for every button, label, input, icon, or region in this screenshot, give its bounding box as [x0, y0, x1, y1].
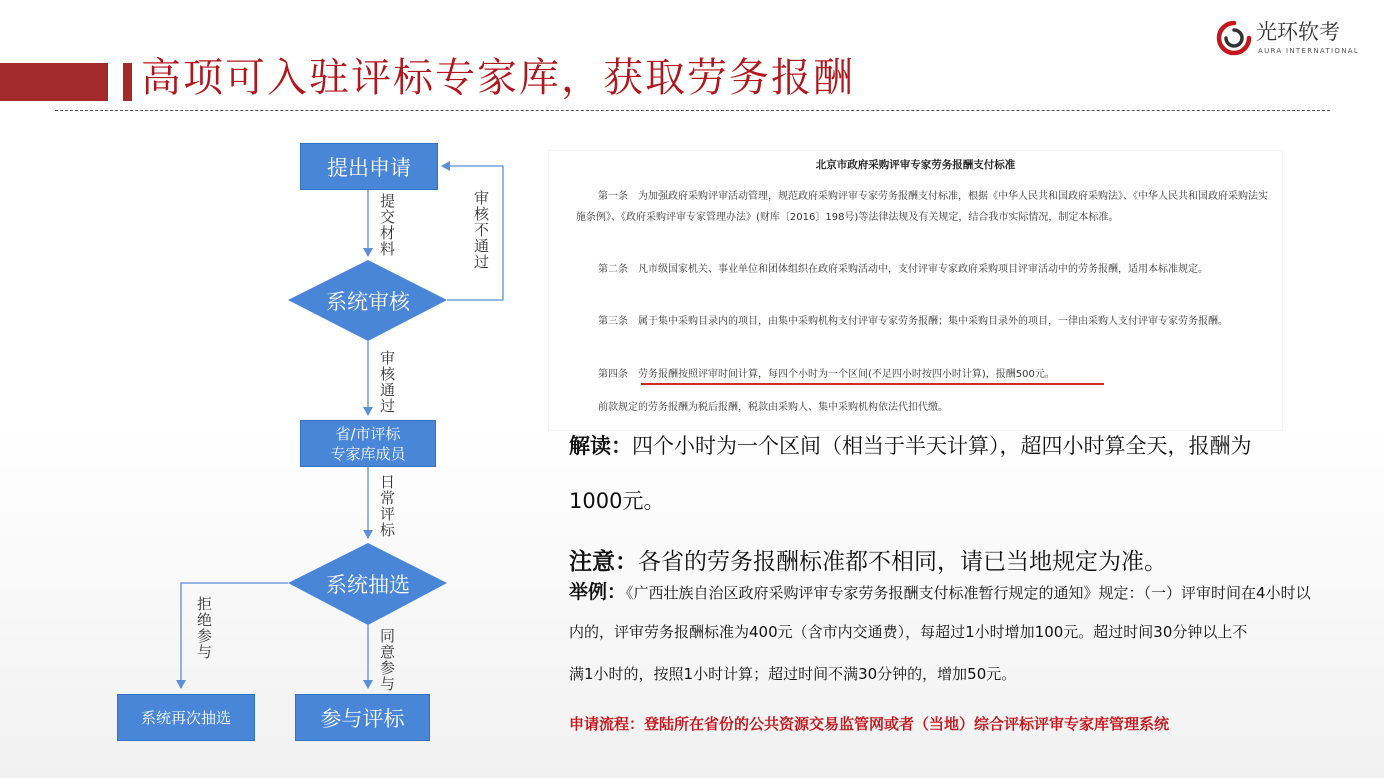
interpret-text: 四个小时为一个区间（相当于半天计算），超四小时算全天，报酬为 [632, 434, 1252, 458]
label-review-fail: 审核不通过 [472, 190, 490, 270]
doc-article-3: 第三条 属于集中采购目录内的项目，由集中采购机构支付评审专家劳务报酬；集中采购目录外的项目，一律由采购人支付评审专家劳务报酬。 [598, 316, 1228, 327]
example-line-3: 满1小时的，按照1小时计算；超过时间不满30分钟的，增加50元。 [569, 665, 1017, 683]
doc-article-4-highlight: 劳务报酬按照评审时间计算，每四个小时为一个区间(不足四小时按四小时计算)，报酬500元。 [638, 369, 1055, 380]
redraw-step: 系统再次抽选 [117, 694, 255, 741]
interpret-label: 解读： [569, 434, 632, 458]
doc-article-4 [576, 364, 1271, 385]
label-agree: 同意参与 [378, 628, 396, 692]
document-title: 北京市政府采购评审专家劳务报酬支付标准 [815, 159, 1016, 171]
doc-article-5: 前款规定的劳务报酬为税后报酬，税款由采购人、集中采购机构依法代扣代缴。 [598, 402, 948, 413]
aura-logo-icon [1216, 20, 1252, 56]
label-refuse: 拒绝参与 [195, 596, 213, 660]
doc-article-4-prefix: 第四条 [598, 369, 638, 380]
member-line-2: 专家库成员 [330, 444, 406, 463]
example-text-1: 《广西壮族自治区政府采购评审专家劳务报酬支付标准暂行规定的通知》规定：（一）评审时间在4小时以 [626, 584, 1311, 602]
interpret-line-2: 1000元。 [569, 489, 665, 513]
attention-label: 注意： [569, 549, 638, 575]
example-label: 举例： [569, 581, 627, 603]
submit-application-step: 提出申请 [300, 143, 438, 190]
example-line-1 [569, 577, 1311, 604]
brand-logo [1216, 18, 1360, 60]
system-draw-step: 系统抽选 [326, 573, 410, 597]
logo-subtitle: AURA INTERNATIONAL [1258, 47, 1360, 55]
page-title: 高项可入驻评标专家库，获取劳务报酬 [141, 55, 855, 101]
member-line-1: 省/市评标 [335, 424, 401, 443]
doc-article-1: 第一条 为加强政府采购评审活动管理，规范政府采购评审专家劳务报酬支付标准，根据《中华人民共和国政府采购法》、《中华人民共和国政府采购法实施条例》、《政府采购评审专家管理办法》(财库〔2016〕198号)等法律法规及有关规定，结合我市实际情况，制定本标准。 [576, 191, 1268, 223]
highlight-underline [641, 383, 1104, 385]
logo-name: 光环软考 [1256, 20, 1340, 44]
system-review-step: 系统审核 [326, 290, 410, 314]
attention-note [569, 543, 1167, 576]
expert-member-step [300, 420, 436, 467]
application-process: 申请流程：登陆所在省份的公共资源交易监管网或者（当地）综合评标评审专家库管理系统 [569, 715, 1170, 733]
attention-text: 各省的劳务报酬标准都不相同，请已当地规定为准。 [638, 549, 1167, 575]
participate-step: 参与评标 [295, 694, 430, 741]
interpret-line-1 [569, 430, 1252, 460]
label-daily-review: 日常评标 [378, 474, 396, 538]
label-submit-materials: 提交材料 [378, 193, 396, 257]
label-review-pass: 审核通过 [378, 350, 396, 414]
doc-article-2: 第二条 凡市级国家机关、事业单位和团体组织在政府采购活动中，支付评审专家政府采购项目评审活动中的劳务报酬，适用本标准规定。 [598, 264, 1208, 275]
regulation-document [549, 151, 1282, 430]
example-line-2: 内的，评审劳务报酬标准为400元（含市内交通费），每超过1小时增加100元。超过时间30分钟以上不 [569, 623, 1248, 641]
